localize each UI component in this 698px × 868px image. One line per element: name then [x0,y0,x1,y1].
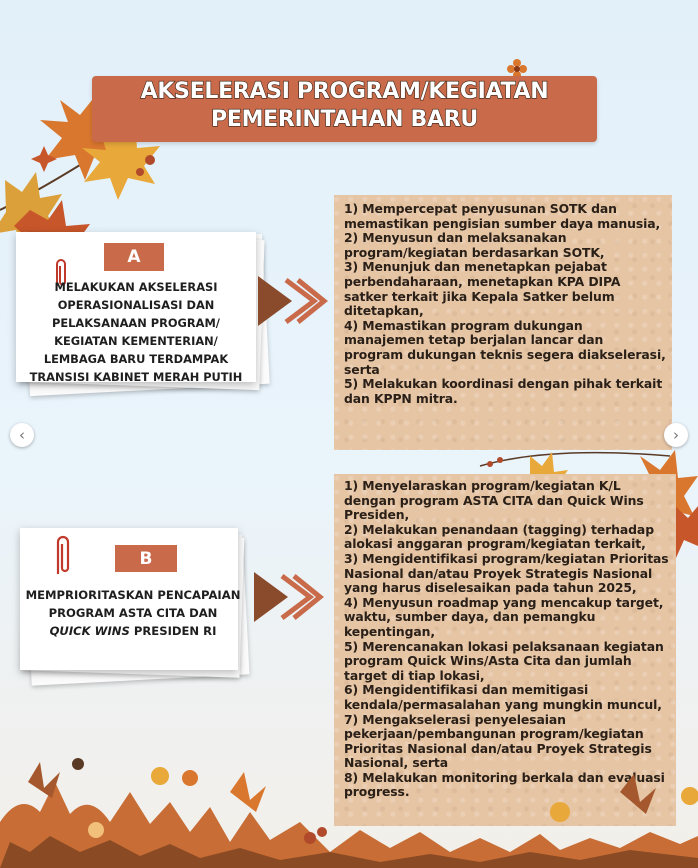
section-a-card-line: KEGIATAN KEMENTERIAN/ [54,334,218,348]
title-line-1: AKSELERASI PROGRAM/KEGIATAN [140,79,549,104]
carousel-prev-button[interactable] [10,423,34,447]
arrow-right-icon [258,276,328,326]
title-line-2: PEMERINTAHAN BARU [211,107,478,132]
section-a-card-line: OPERASIONALISASI DAN [57,298,215,312]
list-item: 5) Merencanakan lokasi pelaksanaan kegiatan program Quick Wins/Asta Cita dan jumlah target di tiap lokasi, [344,638,664,683]
section-b-card-line-1: MEMPRIORITASKAN PENCAPAIAN [25,588,241,602]
section-a-card-line: PELAKSANAAN PROGRAM/ [52,316,220,330]
section-b-card-text [20,586,246,640]
page-title [92,78,597,134]
list-item: 6) Mengidentifikasi dan memitigasi kendala/permasalahan yang mungkin muncul, [344,682,662,712]
list-item: 1) Menyelaraskan program/kegiatan K/L dengan program ASTA CITA dan Quick Wins Presiden, [344,478,644,523]
arrow-right-icon [254,572,324,622]
list-item: 2) Melakukan penandaan (tagging) terhadap alokasi anggaran program/kegiatan terkait, [344,521,654,552]
list-item: 3) Menunjuk dan menetapkan pejabat perbendaharaan, menetapkan KPA DIPA satker terkait jika Kepala Satker belum ditetapkan, [344,259,621,319]
list-item: 4) Memastikan program dukungan manajemen tetap berjalan lancar dan program dukungan teknis segera diakselerasi, serta [344,317,666,377]
section-a-card-text [16,278,256,386]
section-b-card-line-3 [20,622,246,640]
list-item: 1) Mempercepat penyusunan SOTK dan memastikan pengisian sumber daya manusia, [344,201,661,231]
section-a-card-line: LEMBAGA BARU TERDAMPAK [43,352,229,366]
list-item: 7) Mengakselerasi penyelesaian pekerjaan/pembangunan program/kegiatan Prioritas Nasional dan/atau Proyek Strategis Nasional, serta [344,711,652,771]
list-item: 5) Melakukan koordinasi dengan pihak terkait dan KPPN mitra. [344,376,663,406]
list-item: 3) Mengidentifikasi program/kegiatan Prioritas Nasional dan/atau Proyek Strategis Nasional yang harus diselesaikan pada tahun 2025, [344,550,669,596]
chevron-left-icon: ‹ [19,426,25,444]
section-a-badge: A [104,243,164,271]
chevron-right-icon: › [673,426,679,444]
list-item: 4) Menyusun roadmap yang mencakup target, waktu, sumber daya, dan pemangku kepentingan, [344,594,664,639]
section-a-list [344,202,666,406]
section-b-badge: B [115,545,177,572]
section-a-card-line: MELAKUKAN AKSELERASI [54,280,218,294]
paper-clip-icon [52,532,74,578]
list-item: 8) Melakukan monitoring berkala dan evaluasi progress. [344,769,665,800]
section-a-card-line: TRANSISI KABINET MERAH PUTIH [29,370,243,384]
carousel-next-button[interactable] [664,423,688,447]
quick-wins-italic: QUICK WINS [49,624,130,638]
section-b-card-line-3-rest: PRESIDEN RI [129,624,217,638]
list-item: 2) Menyusun dan melaksanakan program/kegiatan berdasarkan SOTK, [344,230,605,260]
autumn-foliage-bottom-decoration [0,752,698,868]
section-b-card-line-2: PROGRAM ASTA CITA DAN [48,606,218,620]
